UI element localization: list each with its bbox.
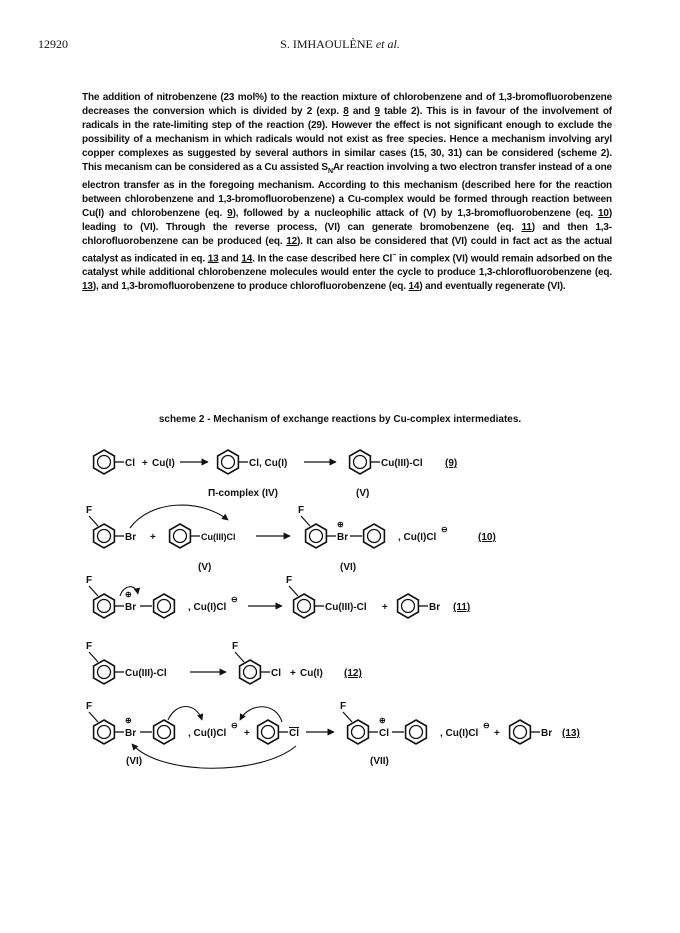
plus-sign: + bbox=[382, 602, 388, 613]
negative-charge: ⊖ bbox=[483, 721, 490, 730]
copper-iii-chloride: Cu(III)-Cl bbox=[381, 458, 423, 469]
compound-label-vi: (VI) bbox=[126, 756, 143, 767]
scheme-caption: scheme 2 - Mechanism of exchange reactions by Cu-complex intermediates. bbox=[158, 414, 522, 425]
equation-11 bbox=[86, 575, 470, 618]
fluorine-label: F bbox=[86, 505, 93, 516]
fluorine-label: F bbox=[232, 641, 239, 652]
fluorine-label: F bbox=[298, 505, 305, 516]
copper-i-chloride: , Cu(I)Cl bbox=[440, 728, 479, 739]
benzene-ring bbox=[306, 524, 327, 548]
electron-arrow bbox=[132, 744, 296, 768]
equation-number: (12) bbox=[344, 668, 362, 679]
equation-13 bbox=[86, 701, 580, 768]
copper-i-label: Cu(I) bbox=[152, 458, 175, 469]
fluorine-label: F bbox=[86, 641, 93, 652]
positive-charge: ⊕ bbox=[379, 716, 386, 725]
plus-sign: + bbox=[142, 458, 148, 469]
benzene-ring bbox=[94, 450, 115, 474]
positive-charge: ⊕ bbox=[125, 716, 132, 725]
equation-number: (10) bbox=[478, 532, 496, 543]
benzene-ring bbox=[94, 524, 115, 548]
author-line: S. IMHAOULÈNE et al. bbox=[280, 37, 400, 51]
benzene-ring bbox=[294, 594, 315, 618]
electron-arrow bbox=[240, 707, 282, 722]
benzene-ring bbox=[348, 720, 369, 744]
benzene-ring bbox=[258, 720, 279, 744]
equation-number: (13) bbox=[562, 728, 580, 739]
compound-label-v: (V) bbox=[356, 488, 370, 499]
bromine-label: Br bbox=[125, 602, 137, 613]
pi-complex-formula: Cl, Cu(I) bbox=[249, 458, 288, 469]
chlorine-label: Cl bbox=[125, 458, 135, 469]
benzene-ring bbox=[154, 720, 175, 744]
fluorine-label: F bbox=[340, 701, 347, 712]
fluorine-label: F bbox=[86, 575, 93, 586]
reaction-scheme bbox=[0, 440, 680, 780]
pi-complex-label: Π-complex (IV) bbox=[208, 488, 279, 499]
compound-label-vii: (VII) bbox=[370, 756, 389, 767]
copper-i-label: Cu(I) bbox=[300, 668, 323, 679]
compound-label-vi: (VI) bbox=[340, 562, 357, 573]
electron-arrow bbox=[168, 707, 202, 721]
negative-charge: ⊖ bbox=[231, 595, 238, 604]
compound-label-v: (V) bbox=[198, 562, 212, 573]
chlorine-label: Cl bbox=[289, 728, 299, 739]
bromine-label: Br bbox=[337, 532, 349, 543]
bromine-label: Br bbox=[541, 728, 553, 739]
bromine-label: Br bbox=[125, 728, 137, 739]
fluorine-label: F bbox=[286, 575, 293, 586]
copper-iii-chloride: Cu(III)-Cl bbox=[125, 668, 167, 679]
bromine-label: Br bbox=[429, 602, 441, 613]
benzene-ring bbox=[218, 450, 239, 474]
benzene-ring bbox=[398, 594, 419, 618]
benzene-ring bbox=[94, 594, 115, 618]
page-number: 12920 bbox=[38, 37, 68, 51]
plus-sign: + bbox=[494, 728, 500, 739]
plus-sign: + bbox=[244, 728, 250, 739]
benzene-ring bbox=[240, 660, 261, 684]
plus-sign: + bbox=[290, 668, 296, 679]
copper-iii-chloride: Cu(III)Cl bbox=[201, 532, 236, 542]
benzene-ring bbox=[94, 660, 115, 684]
equation-10 bbox=[86, 505, 496, 573]
equation-9 bbox=[94, 450, 458, 499]
copper-iii-chloride: Cu(III)-Cl bbox=[325, 602, 367, 613]
benzene-ring bbox=[364, 524, 385, 548]
negative-charge: ⊖ bbox=[441, 525, 448, 534]
benzene-ring bbox=[170, 524, 191, 548]
body-paragraph: The addition of nitrobenzene (23 mol%) to the reaction mixture of chlorobenzene and of 1,3-bromofluorobenzene decreases the conversion which is divided by 2 (exp. 8 and 9 table 2). This is in favour of the involvement of radicals in the rate-limiting step of the reaction (29). However the effect is not significant enough to exclude the possibility of a mechanism in which radicals would not exist as free species. Hence a mechanism involving aryl copper complexes as suggested by several authors in similar cases (15, 30, 31) can be considered (scheme 2). This mecanism can be considered as a Cu assisted $S_NAr$ reaction involving a two electron transfer instead of a one electron transfer as in the foregoing mechanism. According to this mechanism (described here for the reaction between chlorobenzene and 1,3-bromofluorobenzene) a Cu-complex would be formed through reaction between Cu(I) and chlorobenzene (eq. 9), followed by a nucleophilic attack of (V) by 1,3-bromofluorobenzene (eq. 10) leading to (VI). Through the reverse process, (VI) can generate bromobenzene (eq. 11) and then 1,3-chlorofluorobenzene can be produced (eq. 12). It can also be considered that (VI) could in fact act as the actual catalyst as indicated in eq. 13 and 14. In the case described here Cl− in complex (VI) would remain adsorbed on the catalyst while additional chlorobenzene molecules would enter the cycle to produce 1,3-chlorofluorobenzene (eq. 13), and 1,3-bromofluorobenzene to produce chlorofluorobenzene (eq. 14) and eventually regenerate (VI). bbox=[82, 92, 612, 293]
chlorine-label: Cl bbox=[379, 728, 389, 739]
equation-number: (11) bbox=[453, 602, 471, 613]
equation-12 bbox=[86, 641, 362, 684]
plus-sign: + bbox=[150, 532, 156, 543]
equation-number: (9) bbox=[445, 458, 458, 469]
benzene-ring bbox=[94, 720, 115, 744]
copper-i-chloride: , Cu(I)Cl bbox=[398, 532, 437, 543]
negative-charge: ⊖ bbox=[231, 721, 238, 730]
copper-i-chloride: , Cu(I)Cl bbox=[188, 602, 227, 613]
benzene-ring bbox=[406, 720, 427, 744]
fluorine-label: F bbox=[86, 701, 93, 712]
chlorine-label: Cl bbox=[271, 668, 281, 679]
benzene-ring bbox=[350, 450, 371, 474]
benzene-ring bbox=[510, 720, 531, 744]
copper-i-chloride: , Cu(I)Cl bbox=[188, 728, 227, 739]
running-header bbox=[0, 37, 680, 57]
positive-charge: ⊕ bbox=[337, 520, 344, 529]
benzene-ring bbox=[154, 594, 175, 618]
positive-charge: ⊕ bbox=[125, 590, 132, 599]
bromine-label: Br bbox=[125, 532, 137, 543]
